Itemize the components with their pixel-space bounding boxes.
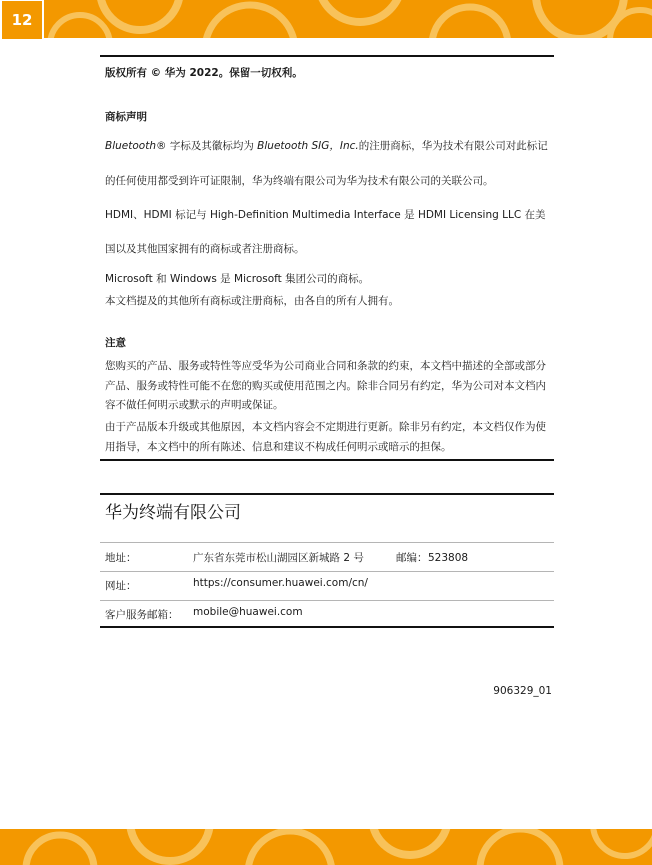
page-number: 12 [0,0,44,38]
top-rule [100,55,554,57]
copyright-line: 版权所有 © 华为 2022。保留一切权利。 [105,67,303,79]
company-divider-3 [100,600,554,601]
footer-band [0,829,652,865]
company-bottom-rule [100,626,554,628]
document-id: 906329_01 [493,685,552,697]
company-divider-2 [100,571,554,572]
notice-bottom-rule [100,459,554,461]
company-name: 华为终端有限公司 [105,503,241,523]
header-band [0,0,652,38]
email-label: 客户服务邮箱： [105,609,179,621]
hdmi-line-1: HDMI、HDMI 标记与 High-Definition Multimedia Interface 是 HDMI Licensing LLC 在美 [105,209,546,221]
email-link[interactable]: mobile@huawei.com [193,606,303,618]
other-trademarks-line: 本文档提及的其他所有商标或注册商标，由各自的所有人拥有。 [105,295,399,307]
company-divider-1 [100,542,554,543]
notice-paragraph-2: 由于产品版本升级或其他原因，本文档内容会不定期进行更新。除非另有约定，本文档仅作为使用指导，本文档中的所有陈述、信息和建议不构成任何明示或暗示的担保。 [105,421,546,453]
company-top-rule [100,493,554,495]
trademark-heading: 商标声明 [105,111,147,123]
orange-pattern-top [0,0,652,38]
orange-pattern-bottom [0,829,652,865]
notice-heading: 注意 [105,337,126,349]
website-label: 网址： [105,580,137,592]
microsoft-line: Microsoft 和 Windows 是 Microsoft 集团公司的商标。 [105,273,370,285]
postcode-label: 邮编： [396,552,428,564]
hdmi-line-2: 国以及其他国家拥有的商标或者注册商标。 [105,243,305,255]
website-link[interactable]: https://consumer.huawei.com/cn/ [193,577,368,589]
postcode-value: 523808 [428,552,469,564]
address-value: 广东省东莞市松山湖园区新城路 2 号 [193,552,364,564]
bluetooth-line-2: 的任何使用都受到许可证限制，华为终端有限公司为华为技术有限公司的关联公司。 [105,175,494,187]
notice-paragraph-1: 您购买的产品、服务或特性等应受华为公司商业合同和条款的约束，本文档中描述的全部或部分产品、服务或特性可能不在您的购买或使用范围之内。除非合同另有约定，华为公司对本文档内容不做任何明示或默示的声明或保证。 [105,360,546,411]
address-label: 地址： [105,552,137,564]
bluetooth-line-1: Bluetooth® 字标及其徽标均为 Bluetooth SIG，Inc.的注册商标，华为技术有限公司对此标记 [105,140,548,152]
